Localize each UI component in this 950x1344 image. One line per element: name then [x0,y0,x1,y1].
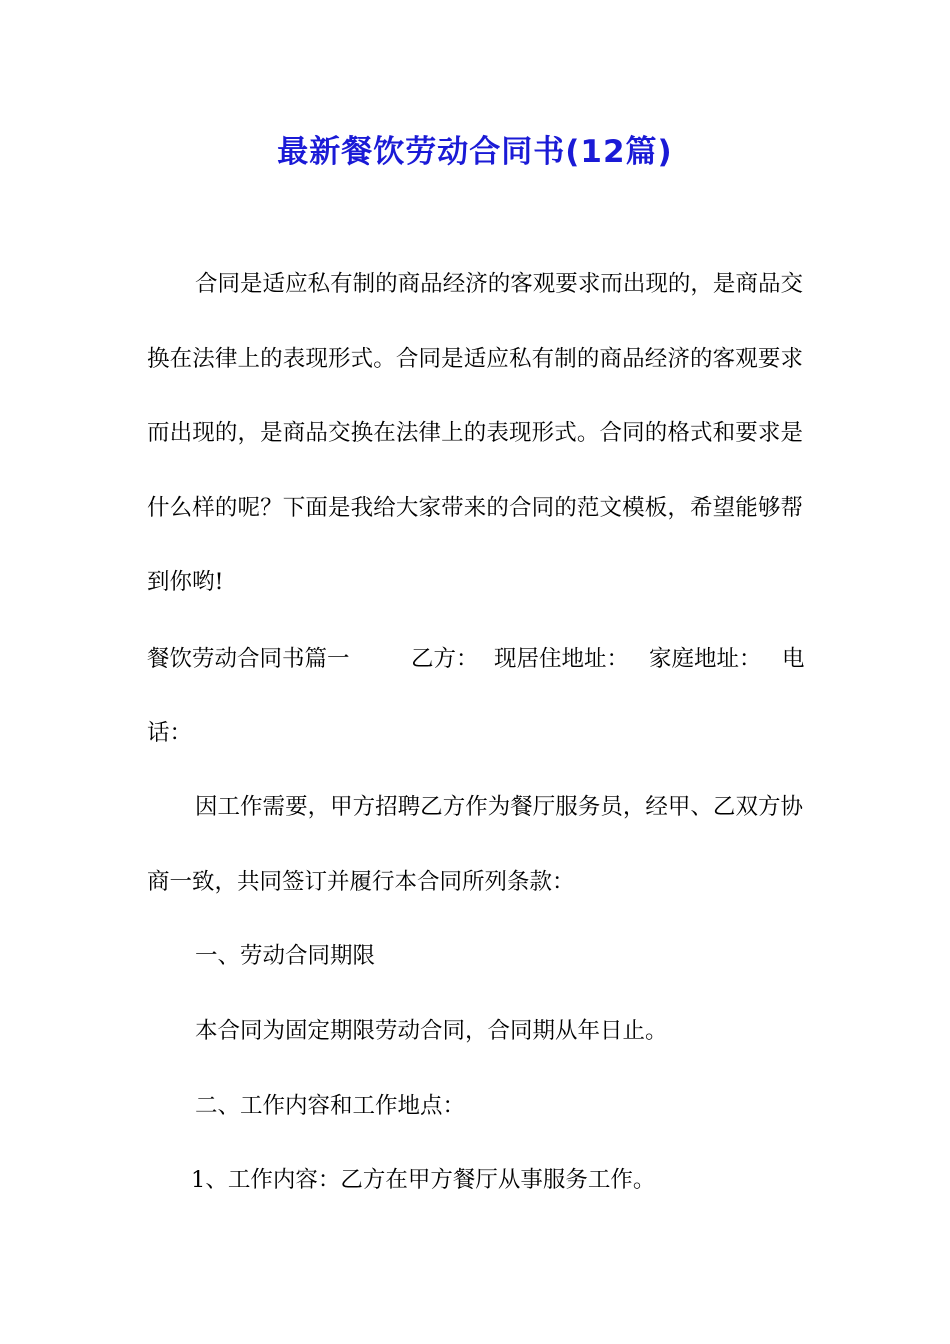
party-b-label: 乙方： [411,646,479,672]
clause2-item1: 1、工作内容：乙方在甲方餐厅从事服务工作。 [191,1167,656,1193]
phone-label-part1: 电 [782,646,805,672]
intro-paragraph: 合同是适应私有制的商品经济的客观要求而出现的，是商品交换在法律上的表现形式。合同是适应私有制的商品经济的客观要求而出现的，是商品交换在法律上的表现形式。合同的格式和要求是什么样的呢？下面是我给大家带来的合同的范文模板，希望能够帮到你哟! [147,271,803,595]
home-address-label: 家庭地址： [649,646,762,672]
current-address-label: 现居住地址： [494,646,630,672]
agreement-paragraph: 因工作需要，甲方招聘乙方作为餐厅服务员，经甲、乙双方协商一致，共同签订并履行本合同所列条款： [147,794,803,895]
phone-label-part2: 话： [147,720,193,746]
clause1-heading: 一、劳动合同期限 [195,943,376,969]
section-header: 餐饮劳动合同书篇一 [147,646,350,672]
document-title: 最新餐饮劳动合同书(12篇) [277,134,673,170]
clause1-text: 本合同为固定期限劳动合同，合同期从年日止。 [195,1018,668,1044]
clause2-heading: 二、工作内容和工作地点： [195,1093,466,1119]
